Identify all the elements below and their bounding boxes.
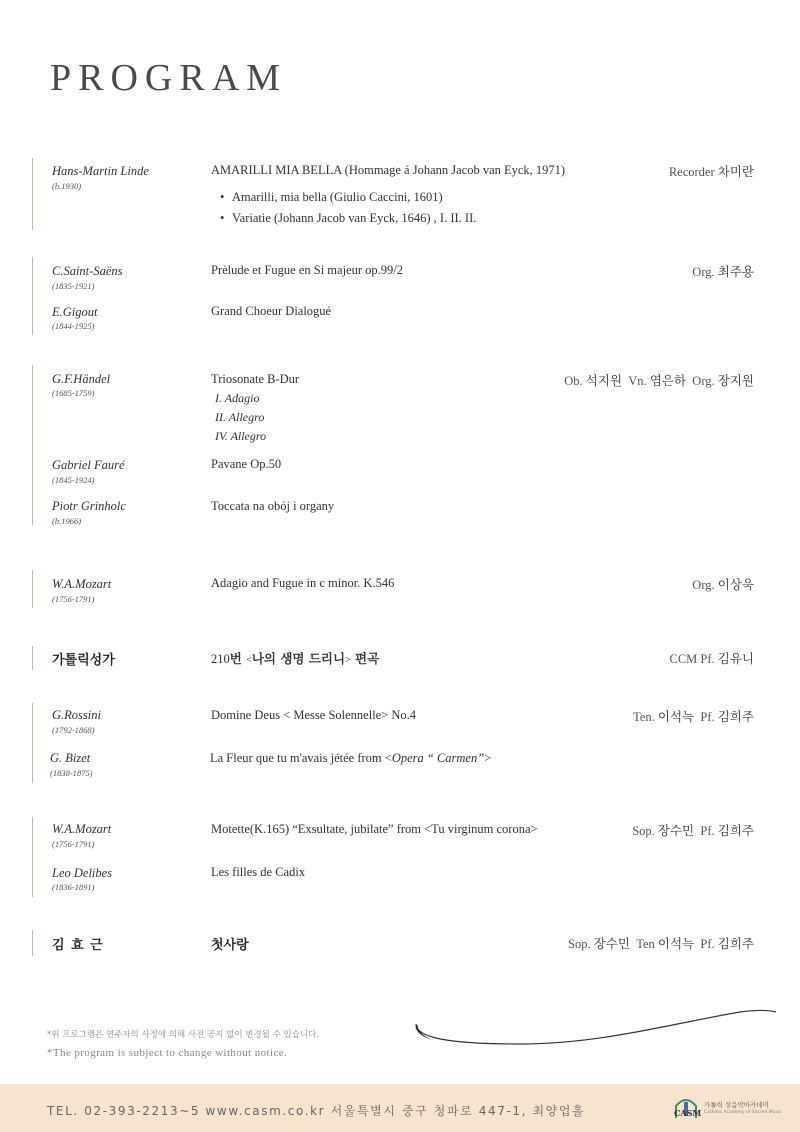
section-divider-bar [32, 570, 33, 608]
composer-years: (1845-1924) [52, 475, 95, 485]
composer-years: (1844-1925) [52, 321, 95, 331]
work-title: Grand Choeur Dialogué [211, 304, 332, 318]
work-title: Toccata na obój i organy [211, 499, 335, 513]
movement: I. Adagio [215, 391, 260, 405]
composer-name: 가톨릭성가 [52, 653, 115, 668]
composer-name: Gabriel Fauré [52, 458, 125, 472]
composer-name: E.Gigout [52, 305, 98, 319]
composer-years: (1835-1921) [52, 281, 95, 291]
footer-bar [0, 1084, 800, 1132]
work-title: 첫사랑 [211, 938, 249, 953]
composer-name: W.A.Mozart [52, 577, 112, 591]
work-title: Motette(K.165) “Exsultate, jubilate” from <Tu virginum corona> [211, 822, 538, 836]
composer-name: C.Saint-Saëns [52, 264, 123, 278]
notice-korean: *위 프로그램은 연주자의 사정에 의해 사전 공지 없이 변경될 수 있습니다. [47, 1030, 320, 1040]
work-title: Triosonate B-Dur [211, 372, 300, 386]
section-divider-bar [32, 158, 33, 230]
section-divider-bar [32, 817, 33, 897]
section-divider-bar [32, 257, 33, 335]
work-title: La Fleur que tu m'avais jétée from <Opera “ Carmen”> [210, 751, 492, 765]
composer-years: (1792-1868) [52, 725, 95, 735]
composer-years: (1756-1791) [52, 594, 95, 604]
composer-years: (b.1930) [52, 181, 82, 191]
work-title: Domine Deus < Messe Solennelle> No.4 [211, 708, 417, 722]
work-title: Pavane Op.50 [211, 457, 282, 471]
composer-name: Hans-Martin Linde [52, 164, 149, 178]
composer-name: W.A.Mozart [52, 822, 112, 836]
movement: IV. Allegro [215, 429, 267, 443]
performer: Ten. 이석늑 Pf. 김희주 [633, 709, 754, 724]
performer: Recorder 차미란 [668, 164, 754, 179]
performer: Ob. 석지원 Vn. 염은하 Org. 장지원 [564, 373, 754, 388]
page-title: PROGRAM [50, 57, 287, 99]
work-title: Prèlude et Fugue en Si majeur op.99/2 [211, 263, 403, 277]
performer: Sop. 장수민 Ten 이석늑 Pf. 김희주 [568, 936, 754, 951]
composer-years: (1685-1759) [52, 388, 95, 398]
notice-english: *The program is subject to change without notice. [47, 1047, 288, 1059]
decorative-swoosh [410, 1000, 780, 1060]
movement-bullet: • Variatie (Johann Jacob van Eyck, 1646) , I. II. II. [220, 211, 476, 226]
performer: Org. 최주용 [692, 264, 754, 279]
movement-bullet: • Amarilli, mia bella (Giulio Caccini, 1601) [220, 190, 443, 205]
composer-name: G. Bizet [50, 751, 91, 765]
movement: II. Allegro [215, 410, 265, 424]
composer-name: G.F.Händel [52, 372, 111, 386]
composer-years: (1836-1891) [52, 882, 95, 892]
composer-years: (1756-1791) [52, 839, 95, 849]
performer: Org. 이상욱 [692, 577, 754, 592]
composer-name: G.Rossini [52, 708, 101, 722]
work-title: 210번 <나의 생명 드리니> 편곡 [211, 651, 380, 666]
section-divider-bar [32, 703, 33, 783]
casm-logo: CASM 가톨릭 성음악아카데미 Catholic Academy of Sacred Music [672, 1094, 792, 1124]
work-title: Les filles de Cadix [211, 865, 306, 879]
composer-name: Leo Delibes [52, 866, 113, 880]
work-title: Adagio and Fugue in c minor. K.546 [211, 576, 395, 590]
section-divider-bar [32, 646, 33, 670]
section-divider-bar [32, 365, 33, 525]
composer-years: (b.1966) [52, 516, 82, 526]
footer-contact: TEL. 02-393-2213~5 www.casm.co.kr 서울특별시 중구 청파로 447-1, 최양업홀 [47, 1104, 586, 1118]
composer-name: 김 효 근 [52, 938, 104, 953]
performer: CCM Pf. 김유니 [669, 651, 754, 666]
performer: Sop. 장수민 Pf. 김희주 [632, 823, 754, 838]
section-divider-bar [32, 930, 33, 956]
composer-name: Piotr Grinholc [52, 499, 126, 513]
work-title: AMARILLI MIA BELLA (Hommage á Johann Jacob van Eyck, 1971) [211, 163, 566, 177]
composer-years: (1838-1875) [50, 768, 93, 778]
